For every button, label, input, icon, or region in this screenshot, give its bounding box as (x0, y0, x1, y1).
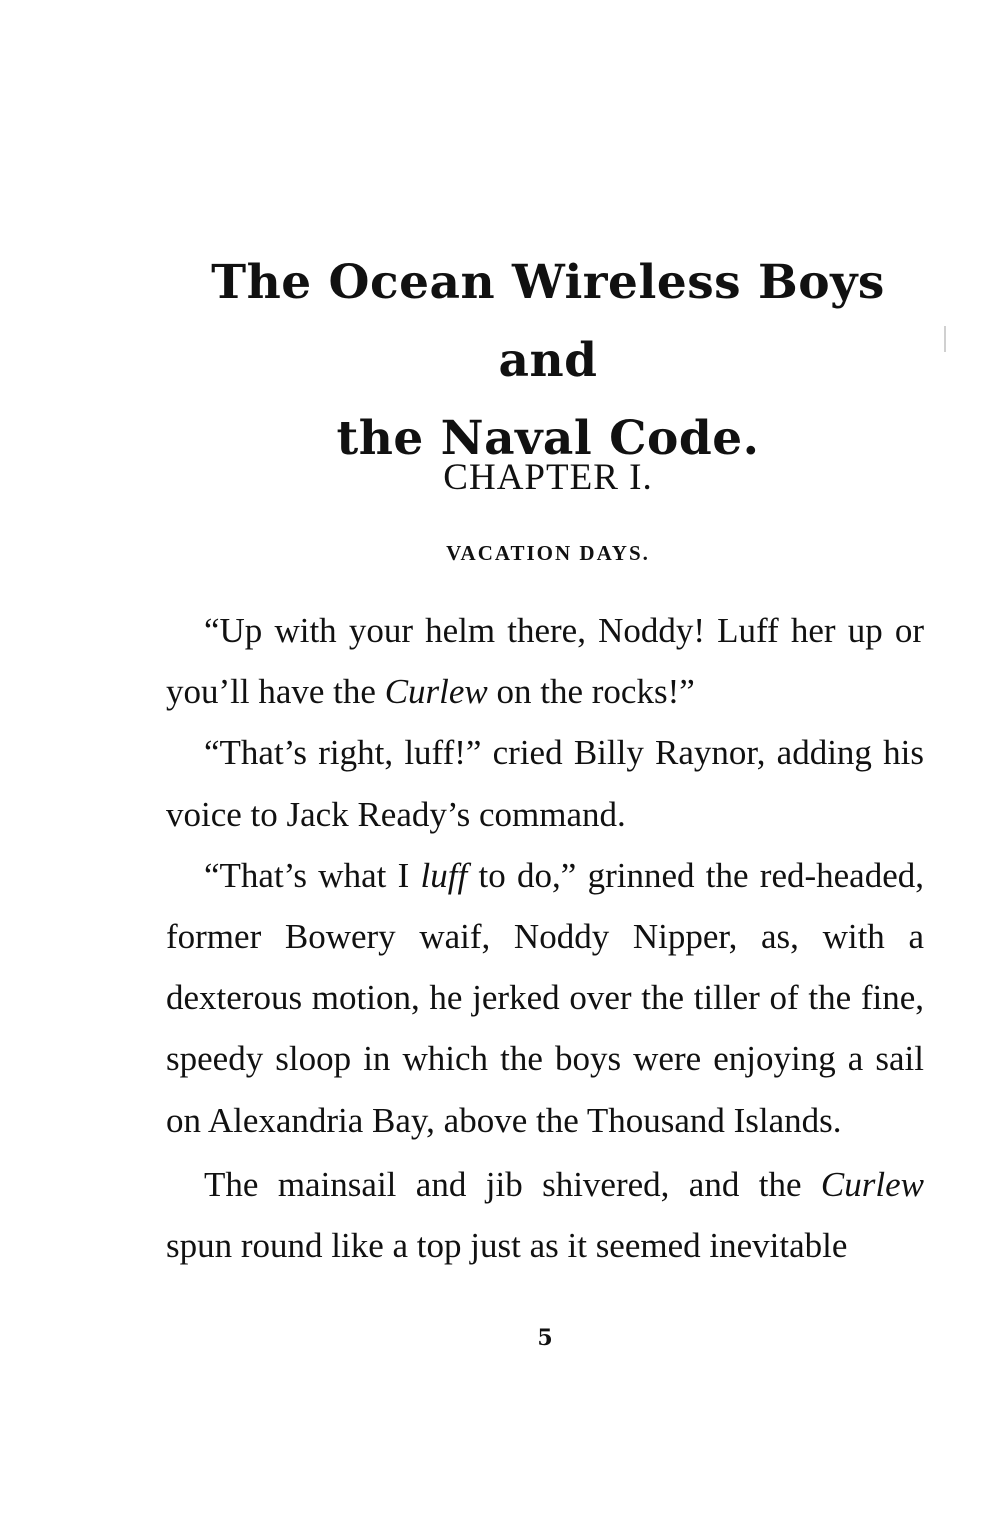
chapter-subtitle: VACATION DAYS. (446, 541, 650, 565)
paragraph-4-italic: Curlew (820, 1164, 924, 1204)
book-title (166, 244, 930, 478)
scan-edge-mark (944, 326, 946, 352)
paragraph-1-text-end: on the rocks!” (487, 672, 695, 712)
paragraph-3 (166, 845, 924, 1151)
paragraph-4-text-end: spun round like a top just as it seemed inevitable (166, 1226, 848, 1266)
book-title-line-2: the Naval Code. (336, 411, 760, 466)
paragraph-1-italic: Curlew (384, 672, 488, 712)
book-title-line-1: The Ocean Wireless Boys and (211, 255, 885, 388)
chapter-heading: CHAPTER I. (443, 457, 653, 498)
paragraph-3-italic: luff (420, 855, 468, 895)
paragraph-3-text: “That’s what I (204, 855, 421, 895)
paragraph-1-text: “Up with your helm there, Noddy! Luff her up or you’ll have the (166, 611, 924, 712)
paragraph-4 (166, 1154, 924, 1276)
page-number: 5 (537, 1325, 553, 1351)
paragraph-1 (166, 600, 924, 722)
paragraph-3-text-end: to do,” grinned the red-headed, former Bowery waif, Noddy Nipper, as, with a dexterous motion, he jerked over the tiller of the fine, speedy sloop in which the boys were enjoying a sail on Alexandria Bay, above the Thousand Islands. (166, 855, 924, 1140)
paragraph-2: “That’s right, luff!” cried Billy Raynor, adding his voice to Jack Ready’s command. (166, 733, 924, 834)
body-text (166, 600, 924, 1276)
paragraph-4-text: The mainsail and jib shivered, and the (204, 1164, 821, 1204)
